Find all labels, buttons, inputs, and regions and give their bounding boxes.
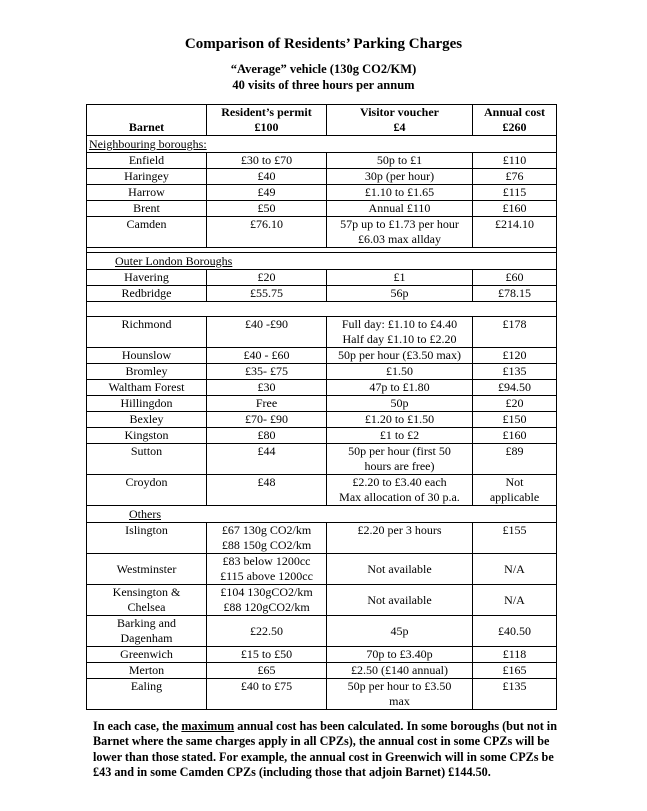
annual-cost: £76 [473,169,557,185]
permit-cost: £55.75 [207,286,327,302]
permit-cost: £15 to £50 [207,647,327,663]
annual-cost: £135 [473,364,557,380]
table-row-barnet [87,120,557,136]
voucher-cost: Full day: £1.10 to £4.40 Half day £1.10 to £2.20 [327,317,473,348]
permit-cost: £80 [207,428,327,444]
voucher-cost: Not available [327,554,473,585]
section-row [87,253,557,270]
permit-cost: £100 [207,120,327,136]
annual-cost: £94.50 [473,380,557,396]
header-voucher: Visitor voucher [327,105,473,121]
voucher-cost: 47p to £1.80 [327,380,473,396]
voucher-cost: 45p [327,616,473,647]
voucher-cost: £2.50 (£140 annual) [327,663,473,679]
borough-name: Redbridge [87,286,207,302]
annual-cost: £260 [473,120,557,136]
permit-cost: £30 [207,380,327,396]
section-outer: Outer London Boroughs [115,254,233,268]
voucher-cost: 50p [327,396,473,412]
borough-name: Westminster [87,554,207,585]
permit-cost: £35- £75 [207,364,327,380]
annual-cost: £118 [473,647,557,663]
table-row [87,396,557,412]
table-row [87,169,557,185]
borough-name: Kingston [87,428,207,444]
table-row [87,201,557,217]
voucher-cost: £1.10 to £1.65 [327,185,473,201]
table-row [87,364,557,380]
section-row [87,506,557,523]
permit-cost: £48 [207,475,327,506]
borough-name: Kensington & Chelsea [87,585,207,616]
voucher-cost: 50p per hour (£3.50 max) [327,348,473,364]
table-row [87,663,557,679]
table-row [87,428,557,444]
annual-cost: £120 [473,348,557,364]
annual-cost: £110 [473,153,557,169]
voucher-cost: £4 [327,120,473,136]
borough-name: Brent [87,201,207,217]
borough-name: Greenwich [87,647,207,663]
table-row [87,153,557,169]
borough-name: Bexley [87,412,207,428]
borough-name: Waltham Forest [87,380,207,396]
annual-cost: N/A [473,585,557,616]
annual-cost: £60 [473,270,557,286]
footnote: In each case, the maximum annual cost has been calculated. In some boroughs (but not in Barnet where the same charges apply in all CPZs), the annual cost in some CPZs will be lower than those stated. For example, the annual cost in Greenwich will in some CPZs be £43 and in some Camden CPZs (including those that adjoin Barnet) £144.50. [93,719,557,779]
borough-name: Barnet [87,120,207,136]
section-row [87,136,557,153]
parking-charges-table [86,104,557,710]
annual-cost: £78.15 [473,286,557,302]
voucher-cost: £2.20 per 3 hours [327,523,473,554]
table-row [87,348,557,364]
voucher-cost: £1.20 to £1.50 [327,412,473,428]
permit-cost: £83 below 1200cc £115 above 1200cc [207,554,327,585]
subtitle-vehicle: “Average” vehicle (130g CO2/KM) [230,62,417,76]
annual-cost: £178 [473,317,557,348]
annual-cost: £214.10 [473,217,557,248]
permit-cost: £40 to £75 [207,679,327,710]
permit-cost: £67 130g CO2/km £88 150g CO2/km [207,523,327,554]
voucher-cost: 50p to £1 [327,153,473,169]
borough-name: Enfield [87,153,207,169]
header-row [87,105,557,121]
annual-cost: £150 [473,412,557,428]
voucher-cost: £2.20 to £3.40 each Max allocation of 30 p.a. [327,475,473,506]
table-row [87,616,557,647]
voucher-cost: 50p per hour (first 50 hours are free) [327,444,473,475]
table-row [87,523,557,554]
subtitle-visits: 40 visits of three hours per annum [232,78,415,92]
table-row [87,217,557,248]
table-row [87,270,557,286]
annual-cost: £165 [473,663,557,679]
annual-cost: N/A [473,554,557,585]
table-row [87,185,557,201]
borough-name: Camden [87,217,207,248]
permit-cost: £104 130gCO2/km £88 120gCO2/km [207,585,327,616]
borough-name: Croydon [87,475,207,506]
annual-cost: £160 [473,428,557,444]
borough-name: Hounslow [87,348,207,364]
header-annual: Annual cost [473,105,557,121]
borough-name: Hillingdon [87,396,207,412]
borough-name: Havering [87,270,207,286]
annual-cost: £115 [473,185,557,201]
section-neighbouring: Neighbouring boroughs: [89,137,207,151]
permit-cost: £30 to £70 [207,153,327,169]
borough-name: Harrow [87,185,207,201]
annual-cost: Not applicable [473,475,557,506]
table-row [87,679,557,710]
voucher-cost: £1 to £2 [327,428,473,444]
permit-cost: £76.10 [207,217,327,248]
table-row [87,412,557,428]
voucher-cost: 30p (per hour) [327,169,473,185]
borough-name: Ealing [87,679,207,710]
borough-name: Merton [87,663,207,679]
table-row [87,317,557,348]
annual-cost: £89 [473,444,557,475]
table-row [87,647,557,663]
permit-cost: £44 [207,444,327,475]
permit-cost: £40 -£90 [207,317,327,348]
borough-name: Islington [87,523,207,554]
permit-cost: £65 [207,663,327,679]
annual-cost: £20 [473,396,557,412]
permit-cost: £20 [207,270,327,286]
table-row [87,444,557,475]
permit-cost: Free [207,396,327,412]
permit-cost: £40 [207,169,327,185]
section-others: Others [129,507,161,521]
permit-cost: £70- £90 [207,412,327,428]
borough-name: Bromley [87,364,207,380]
permit-cost: £40 - £60 [207,348,327,364]
table-row [87,475,557,506]
annual-cost: £40.50 [473,616,557,647]
table-row [87,554,557,585]
borough-name: Haringey [87,169,207,185]
voucher-cost: 57p up to £1.73 per hour £6.03 max allday [327,217,473,248]
voucher-cost: £1.50 [327,364,473,380]
voucher-cost: £1 [327,270,473,286]
voucher-cost: 56p [327,286,473,302]
footnote-emphasis: maximum [181,719,235,733]
borough-name: Barking and Dagenham [87,616,207,647]
voucher-cost: 50p per hour to £3.50 max [327,679,473,710]
permit-cost: £49 [207,185,327,201]
permit-cost: £50 [207,201,327,217]
spacer-row [87,302,557,317]
voucher-cost: 70p to £3.40p [327,647,473,663]
annual-cost: £160 [473,201,557,217]
annual-cost: £155 [473,523,557,554]
table-row [87,380,557,396]
page-title: Comparison of Residents’ Parking Charges [184,36,463,52]
table-row [87,585,557,616]
borough-name: Richmond [87,317,207,348]
annual-cost: £135 [473,679,557,710]
header-permit: Resident’s permit [207,105,327,121]
voucher-cost: Not available [327,585,473,616]
permit-cost: £22.50 [207,616,327,647]
borough-name: Sutton [87,444,207,475]
table-row [87,286,557,302]
voucher-cost: Annual £110 [327,201,473,217]
